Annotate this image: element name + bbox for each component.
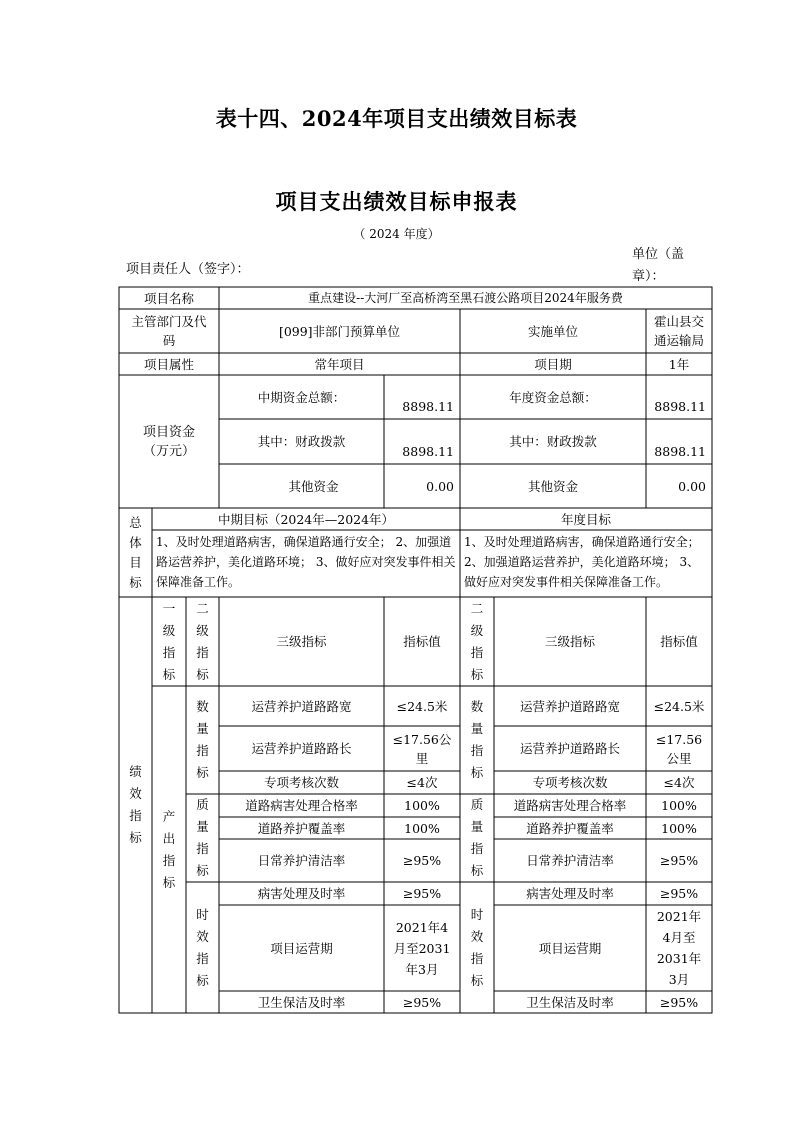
annual-row-name: 专项考核次数 [532, 775, 608, 790]
mid-row-value: ≤24.5米 [396, 698, 448, 714]
mid-total-label: 中期资金总额： [257, 389, 346, 405]
annual-quantity-category: 数量指标 [470, 699, 484, 780]
annual-row-name: 运营养护道路路宽 [519, 698, 620, 714]
mid-goal-text: 1、及时处理道路病害，确保道路通行安全； 2、加强道路运营养护，美化道路环境； 3、做好应对突发事件相关保障准备工作。 [156, 535, 456, 589]
mid-row-value: ≥95% [402, 886, 442, 901]
mid-row-name: 项目运营期 [270, 940, 333, 956]
mid-row-name: 卫生保洁及时率 [257, 994, 346, 1010]
attr-label: 项目属性 [143, 356, 194, 372]
annual-goal-header: 年度目标 [560, 511, 611, 527]
page-title: 表十四、2024年项目支出绩效目标表 [215, 106, 578, 131]
annual-row-name: 项目运营期 [538, 940, 602, 956]
annual-level2-header: 二级指标 [470, 600, 484, 682]
annual-row-name: 运营养护道路路长 [519, 741, 620, 756]
annual-level3-header: 三级指标 [544, 634, 595, 649]
mid-fiscal-value: 8898.11 [402, 444, 454, 459]
mid-row-value: 100% [404, 820, 440, 836]
mid-row-name: 运营养护道路路长 [251, 741, 352, 756]
mid-row-name: 病害处理及时率 [257, 886, 346, 901]
impl-unit-value: 霍山县交通运输局 [653, 314, 704, 348]
mid-row-name: 日常养护清洁率 [257, 853, 346, 868]
annual-goal-text: 1、及时处理道路病害，确保道路通行安全； 2、加强道路运营养护，美化道路环境； 3、做好应对突发事件相关保障准备工作。 [464, 535, 700, 589]
annual-quality-category: 质量指标 [470, 797, 484, 878]
annual-time-category: 时效指标 [470, 906, 484, 988]
funds-label: 项目资金（万元） [142, 424, 195, 459]
mid-row-value: ≤4次 [406, 775, 438, 790]
mid-total-value: 8898.11 [402, 399, 454, 414]
annual-row-name: 道路病害处理合格率 [513, 798, 627, 813]
impl-unit-label: 实施单位 [527, 323, 578, 339]
annual-total-label: 年度资金总额： [509, 389, 597, 405]
annual-row-value: ≤24.5米 [653, 698, 705, 714]
mid-level3-header: 三级指标 [276, 634, 327, 649]
mid-level2-header: 二级指标 [196, 600, 209, 682]
output-indicator-label: 产出指标 [162, 808, 176, 890]
annual-row-value: 100% [661, 820, 697, 836]
annual-fiscal-label: 其中：财政拨款 [509, 434, 597, 449]
project-name-value: 重点建设--大河厂至高桥湾至黑石渡公路项目2024年服务费 [308, 290, 623, 305]
annual-row-name: 病害处理及时率 [526, 886, 614, 901]
mid-row-name: 专项考核次数 [263, 775, 339, 790]
annual-fiscal-value: 8898.11 [654, 444, 706, 459]
mid-other-value: 0.00 [426, 478, 454, 494]
mid-row-value: ≥95% [402, 994, 442, 1010]
overall-goal-label: 总体目标 [129, 514, 142, 590]
perf-indicator-label: 绩效指标 [129, 764, 142, 845]
project-name-label: 项目名称 [143, 290, 194, 306]
annual-row-name: 卫生保洁及时率 [526, 994, 614, 1010]
mid-row-value: 100% [404, 798, 440, 813]
mid-row-value: ≤17.56公里 [392, 731, 452, 766]
annual-row-value: ≥95% [659, 853, 699, 868]
mid-quantity-category: 数量指标 [196, 699, 209, 780]
annual-row-name: 道路养护覆盖率 [526, 820, 614, 836]
dept-value: [099]非部门预算单位 [278, 323, 401, 339]
annual-other-value: 0.00 [678, 478, 706, 494]
annual-row-value: ≥95% [659, 994, 699, 1010]
mid-row-name: 道路养护覆盖率 [257, 820, 346, 836]
dept-label: 主管部门及代码 [131, 314, 207, 348]
mid-goal-header: 中期目标（2024年—2024年） [217, 511, 395, 527]
annual-row-name: 日常养护清洁率 [526, 853, 614, 868]
period-value: 1年 [668, 356, 690, 372]
annual-other-label: 其他资金 [527, 478, 578, 494]
unit-seal-label: 单位（盖章）： [632, 247, 685, 284]
mid-time-category: 时效指标 [196, 906, 209, 988]
annual-row-value: 2021年4月至2031年3月 [656, 909, 702, 987]
annual-row-value: ≤4次 [663, 775, 695, 790]
mid-fiscal-label: 其中：财政拨款 [257, 434, 346, 449]
mid-row-name: 道路病害处理合格率 [245, 798, 358, 813]
annual-row-value: ≤17.56公里 [655, 731, 703, 766]
annual-row-value: ≥95% [659, 886, 699, 901]
mid-row-name: 运营养护道路路宽 [251, 698, 352, 714]
annual-total-value: 8898.11 [654, 399, 706, 414]
annual-row-value: 100% [661, 798, 697, 813]
attr-value: 常年项目 [314, 356, 365, 372]
mid-value-header: 指标值 [403, 634, 441, 649]
year-line: （ 2024 年度） [353, 227, 440, 241]
annual-value-header: 指标值 [660, 634, 698, 649]
mid-level1-header: 一级指标 [162, 600, 176, 682]
mid-other-label: 其他资金 [288, 478, 339, 494]
mid-row-value: 2021年4月至2031年3月 [393, 919, 451, 977]
mid-quality-category: 质量指标 [196, 797, 209, 878]
responsible-person-label: 项目责任人（签字）： [126, 262, 250, 277]
form-title: 项目支出绩效目标申报表 [275, 189, 518, 214]
period-label: 项目期 [534, 356, 572, 372]
mid-row-value: ≥95% [402, 853, 442, 868]
